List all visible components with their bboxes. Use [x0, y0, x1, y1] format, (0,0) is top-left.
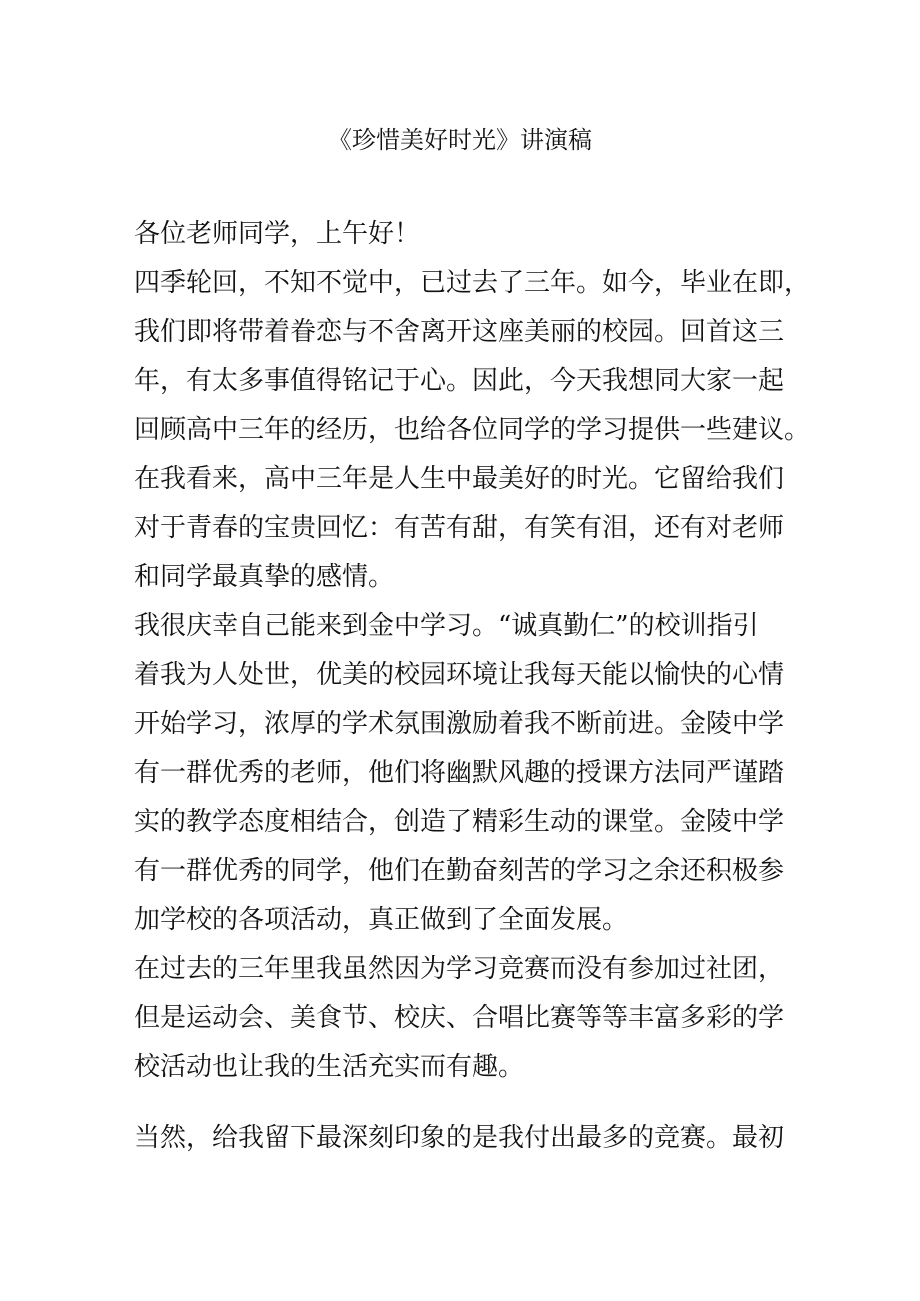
text-line: 有一群优秀的老师，他们将幽默风趣的授课方法同严谨踏	[134, 758, 785, 788]
text-line: 着我为人处世，优美的校园环境让我每天能以愉快的心情	[134, 660, 785, 690]
text-line: 对于青春的宝贵回忆：有苦有甜，有笑有泪，还有对老师	[134, 513, 785, 543]
text-line: 年，有太多事值得铭记于心。因此，今天我想同大家一起	[134, 366, 785, 396]
text-line: 和同学最真挚的感情。	[134, 562, 395, 592]
text-line: 实的教学态度相结合，创造了精彩生动的课堂。金陵中学	[134, 807, 785, 837]
text-line: 四季轮回，不知不觉中，已过去了三年。如今，毕业在即，	[134, 268, 811, 298]
text-line: 有一群优秀的同学，他们在勤奋刻苦的学习之余还积极参	[134, 856, 785, 886]
text-line: 我很庆幸自己能来到金中学习。“诚真勤仁”的校训指引	[134, 611, 759, 641]
paragraph-gap	[134, 1092, 834, 1114]
text-line: 在我看来，高中三年是人生中最美好的时光。它留给我们	[134, 464, 785, 494]
document-body	[134, 210, 834, 1163]
text-line: 当然，给我留下最深刻印象的是我付出最多的竞赛。最初	[134, 1123, 785, 1153]
text-line: 各位老师同学，上午好！	[134, 219, 421, 249]
text-line: 但是运动会、美食节、校庆、合唱比赛等等丰富多彩的学	[134, 1003, 785, 1033]
text-line: 加学校的各项活动，真正做到了全面发展。	[134, 905, 629, 935]
text-line: 我们即将带着眷恋与不舍离开这座美丽的校园。回首这三	[134, 317, 785, 347]
text-line: 开始学习，浓厚的学术氛围激励着我不断前进。金陵中学	[134, 709, 785, 739]
text-line: 校活动也让我的生活充实而有趣。	[134, 1052, 525, 1082]
text-line: 回顾高中三年的经历，也给各位同学的学习提供一些建议。	[134, 415, 811, 445]
document-title: 《珍惜美好时光》讲演稿	[328, 126, 592, 154]
text-line: 在过去的三年里我虽然因为学习竞赛而没有参加过社团，	[134, 954, 785, 984]
